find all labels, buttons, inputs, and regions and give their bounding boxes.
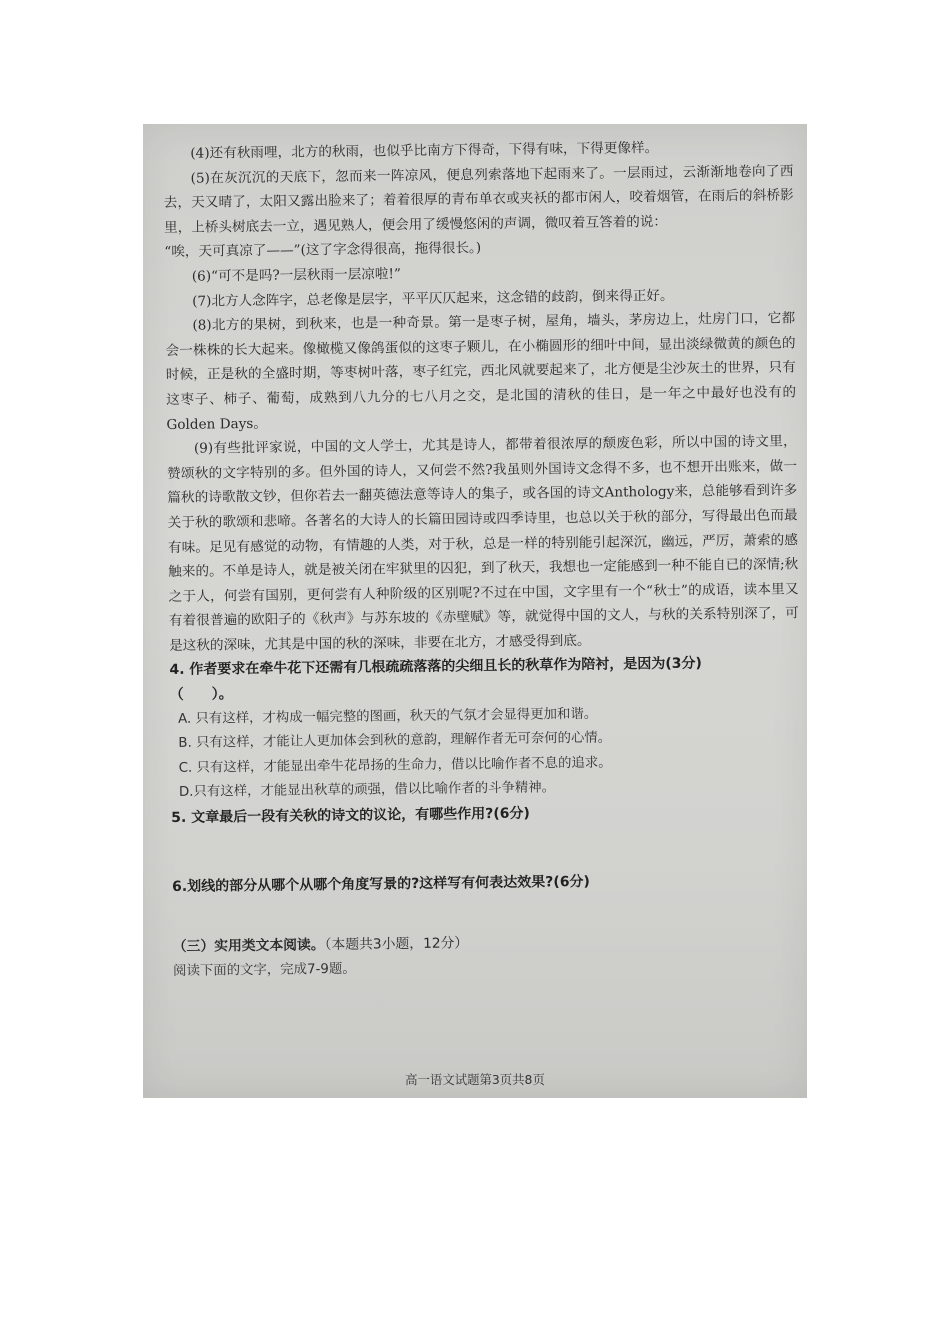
question-5: 5. 文章最后一段有关秋的诗文的议论，有哪些作用?(6分) bbox=[171, 805, 530, 826]
page-content bbox=[163, 134, 803, 984]
question-4-blank: （ ）。 bbox=[169, 686, 233, 704]
answer-space-5 bbox=[171, 823, 801, 875]
passage-paragraph-6: (6)“可不是吗?一层秋雨一层凉啦!” bbox=[191, 266, 401, 285]
section-3-instruction: 阅读下面的文字，完成7-9题。 bbox=[173, 961, 356, 979]
section-3-title: （三）实用类文本阅读。 bbox=[172, 937, 325, 956]
passage-paragraph-9: (9)有些批评家说，中国的文人学士，尤其是诗人，都带着很浓厚的颓废色彩，所以中国的诗文里，赞颂秋的文字特别的多。但外国的诗人，又何尝不然?我虽则外国诗文念得不多，也不想开出账来，做一篇秋的诗歌散文钞，但你若去一翻英德法意等诗人的集子，或各国的诗文Anthology来，总能够看到许多关于秋的歌颂和悲啼。各著名的大诗人的长篇田园诗或四季诗里，也总以关于秋的部分，写得最出色而最有味。足见有感觉的动物，有情趣的人类，对于秋，总是一样的特别能引起深沉，幽远，严厉，萧索的感触来的。不单是诗人，就是被关闭在牢狱里的囚犯，到了秋天，我想也一定能感到一种不能自已的深情;秋之于人，何尝有国别，更何尝有人种阶级的区别呢?不过在中国，文字里有一个“秋士”的成语，读本里又有着很普遍的欧阳子的《秋声》与苏东坡的《赤壁赋》等，就觉得中国的文人，与秋的关系特别深了，可是这秋的深味，尤其是中国的秋的深味，非要在北方，才感受得到底。 bbox=[166, 433, 799, 654]
passage-paragraph-5: (5)在灰沉沉的天底下，忽而来一阵凉风，便息列索落地下起雨来了。一层雨过，云渐渐地卷向了西去，天又晴了，太阳又露出脸来了；着着很厚的青布单衣或夹袄的都市闲人，咬着烟管，在雨后的斜桥影里，上桥头树底去一立，遇见熟人，便会用了缓慢悠闲的声调，微叹着互答着的说： bbox=[163, 162, 794, 236]
page-footer: 高一语文试题第3页共8页 bbox=[405, 1072, 545, 1087]
passage-paragraph-7: (7)北方人念阵字，总老像是层字，平平仄仄起来，这念错的歧韵，倒来得正好。 bbox=[192, 287, 674, 310]
passage-paragraph-4: (4)还有秋雨哩，北方的秋雨，也似乎比南方下得奇，下得有味，下得更像样。 bbox=[190, 139, 659, 162]
question-4-option-c: C. 只有这样，才能显出牵牛花昂扬的生命力，借以比喻作者不息的追求。 bbox=[178, 755, 612, 776]
section-3-points: （本题共3小题，12分） bbox=[324, 935, 469, 954]
question-4-option-b: B. 只有这样，才能让人更加体会到秋的意韵，理解作者无可奈何的心情。 bbox=[178, 730, 612, 752]
question-4-option-a: A. 只有这样，才构成一幅完整的图画，秋天的气氛才会显得更加和谐。 bbox=[177, 706, 598, 727]
passage-dialogue-line: “唉，天可真凉了——”(这了字念得很高，拖得很长。) bbox=[164, 240, 482, 261]
question-4-option-d: D.只有这样，才能显出秋草的顽强，借以比喻作者的斗争精神。 bbox=[178, 780, 556, 801]
passage-paragraph-8: (8)北方的果树，到秋来，也是一种奇景。第一是枣子树，屋角，墙头，茅房边上，灶房门口，它都会一株株的长大起来。像橄榄又像鸽蛋似的这枣子颗儿，在小椭圆形的细叶中间，显出淡绿微黄的颜色的时候，正是秋的全盛时期，等枣树叶落，枣子红完，西北风就要起来了，北方便是尘沙灰土的世界，只有这枣子、柿子、葡萄，成熟到八九分的七八月之交，是北国的清秋的佳日，是一年之中最好也没有的Golden Days。 bbox=[165, 310, 797, 433]
scanned-exam-page bbox=[143, 124, 807, 1098]
question-6: 6.划线的部分从哪个从哪个角度写景的?这样写有何表达效果?(6分) bbox=[171, 873, 591, 895]
question-4-stem: 4. 作者要求在牵牛花下还需有几根疏疏落落的尖细且长的秋草作为陪衬，是因为(3分) bbox=[169, 655, 702, 679]
